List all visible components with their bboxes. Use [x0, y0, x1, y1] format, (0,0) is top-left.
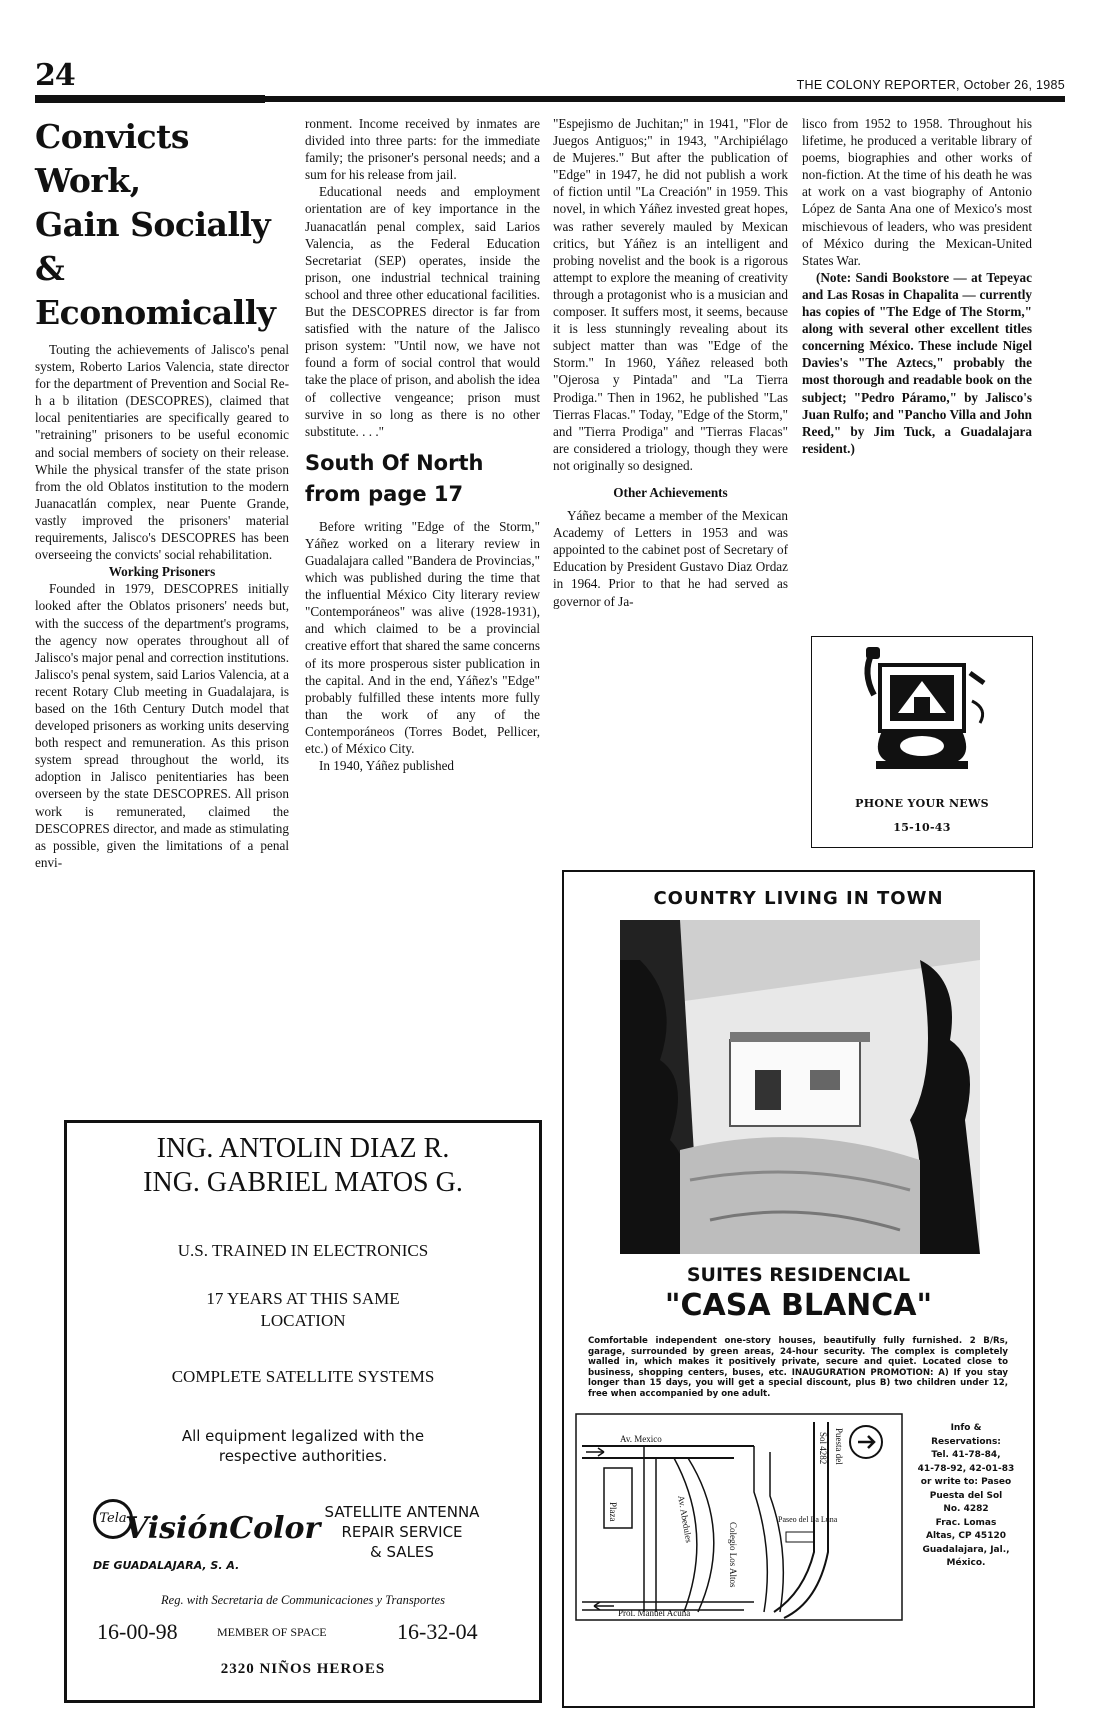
visioncolor-logo	[89, 1493, 321, 1583]
house-photo	[620, 920, 980, 1254]
info-line: Puesta del Sol	[929, 1490, 1003, 1501]
phone-number: 16-32-04	[397, 1619, 478, 1644]
casablanca-ad	[562, 870, 1035, 1708]
map-street-label: Av. Mexico	[620, 1434, 662, 1444]
info-line: or write to: Paseo	[920, 1477, 1012, 1487]
article-subhead: Other Achievements	[613, 484, 728, 500]
info-line: Reservations:	[931, 1436, 1001, 1447]
map-street-label: Sol 4282	[818, 1432, 828, 1465]
map-street-label: Av. Abedules	[676, 1494, 695, 1544]
ad-brand-name: "CASA BLANCA"	[664, 1288, 933, 1323]
map-street-label: Plaza	[608, 1502, 618, 1522]
map-street-label: Prol. Manuel Acuña	[618, 1608, 691, 1618]
article-paragraph: Before writing "Edge of the Storm," Yáñez worked on a literary review in Guadalajara called "Bandera de Provincias," which was published during the time that the influential México City literary review "Contemporáneos" was alive (1928-1931), and which claimed to be a provincial creative effort that shared the same concerns of its more prosperous sister publication in the capital. And in the end, Yáñez's "Edge" probably fulfilled these intents more fully than the work of any of the Contemporáneos (Torres Bodet, Pellicer, etc.) of México City.	[305, 518, 540, 756]
phone-row	[67, 1619, 539, 1649]
logo-subtitle: DE GUADALAJARA, S. A.	[93, 1559, 240, 1572]
tela-badge: Tela	[93, 1499, 133, 1539]
bookstore-note: (Note: Sandi Bookstore — at Tepeyac and Las Rosas in Chapalita — currently has copies of "The Edge of The Storm," along with several other excellent titles concerning México. These include Nigel Davies's "The Aztecs," probably the most thorough and readable book on the subject; "Pedro Páramo," by Jalisco's Juan Rulfo; and "Pancho Villa and John Reed," by Jim Tuck, a Guadalajara resident.)	[802, 269, 1032, 456]
engineer-name: ING. GABRIEL MATOS G.	[143, 1167, 463, 1198]
service-line: REPAIR SERVICE	[341, 1523, 463, 1541]
article-paragraph: Educational needs and employment orientation are of key importance in the Juanacatlán penal complex, said Larios Valencia, as the Federal Education Secretariat (SEP) operates, inside the prison, one industrial technical training school and three other educational facilities. But the DESCOPRES director is far from satisfied with the nature of the Jalisco prison system: "Until now, we have not found a form of social control that would take the place of prison, and abolish the idea of collective vengeance; prison must survive in so long as there is no other substitute. . . ."	[305, 184, 540, 439]
column-1	[35, 115, 289, 871]
article-headline	[35, 115, 289, 335]
article-paragraph: Yáñez became a member of the Mexican Academy of Letters in 1953 and was appointed to the cabinet post of Secretary of Education by President Gustavo Diaz Ordaz in 1964. Prior to that he had served as governor of Ja-	[553, 508, 788, 609]
ad-body: Comfortable independent one-story houses, beautifully fully furnished. 2 B/Rs, garage, surrounded by green areas, 24-hour security. The complex is completely walled in, which makes it positively private, secure and quiet. Located close to business, shopping centers, buses, etc. INAUGURATION PROMOTION: A) If you stay longer than 15 days, you will get a special discount, plus B) two children under 12, free when accompanied by one adult.	[588, 1336, 1008, 1399]
info-line: Frac. Lomas	[935, 1517, 997, 1528]
house-image	[620, 920, 980, 1254]
info-line: 41-78-92, 42-01-83	[917, 1463, 1015, 1474]
column-4	[802, 115, 1032, 457]
article-paragraph: Touting the achievements of Jalisco's penal system, Roberto Larios Valencia, state director for the department of Prevention and Social Re-h a b ilitation (DESCOPRES), claimed that local penitentiaries are specifically geared to "retraining" prisoners to be useful economic and social members of society on their release. While the physical transfer of the state prison from the old Oblatos institution to the modern Juanacatlán complex, near Puente Grande, vastly improved the prisoners' material requirements, Jalisco's DESCOPRES has been overseeing the convicts' social rehabilitation.	[35, 342, 289, 563]
map-street-label: Puesta del	[834, 1428, 844, 1465]
masthead-rule-heavy	[35, 95, 265, 103]
ad-line: All equipment legalized with the	[181, 1427, 425, 1445]
article-paragraph: lisco from 1952 to 1958. Throughout his lifetime, he produced a veritable library of poems, biographies and other works of non-fiction. At the time of his death he was at work on a vast biography of Antonio López de Santa Ana one of Mexico's most mischievous of leaders, who was president of México during the Mexican-United States War.	[802, 116, 1032, 268]
ad-line: COMPLETE SATELLITE SYSTEMS	[171, 1367, 435, 1386]
phone-news-number: 15-10-43	[893, 821, 951, 834]
headline-line: Gain Socially	[35, 205, 271, 244]
info-line: Info &	[950, 1423, 982, 1433]
info-line: Altas, CP 45120	[926, 1531, 1006, 1541]
logo-wordmark: VisiónColor	[125, 1511, 321, 1546]
column-2	[305, 115, 540, 774]
ad-tagline: COUNTRY LIVING IN TOWN	[653, 888, 944, 909]
info-line: Guadalajara, Jal.,	[922, 1544, 1010, 1555]
engineer-name: ING. ANTOLIN DIAZ R.	[156, 1133, 450, 1164]
headline-line: South Of North	[305, 450, 484, 475]
headline-line: & Economically	[35, 249, 276, 332]
map-street-label: Colegio Los Altos	[728, 1522, 738, 1588]
page-number: 24	[35, 58, 75, 93]
phone-news-box	[811, 636, 1033, 848]
info-line: No. 4282	[943, 1504, 989, 1514]
info-line: Tel. 41-78-84,	[931, 1450, 1001, 1460]
ad-line: LOCATION	[260, 1311, 346, 1330]
service-line: SATELLITE ANTENNA	[324, 1503, 480, 1521]
location-map	[574, 1412, 904, 1622]
continued-headline	[305, 448, 540, 510]
registration-line: Reg. with Secretaria de Communicaciones y Transportes	[161, 1593, 445, 1607]
article-subhead: Working Prisoners	[108, 564, 216, 580]
column-3	[553, 115, 788, 610]
ad-line: U.S. TRAINED IN ELECTRONICS	[177, 1241, 429, 1260]
headline-line: from page 17	[305, 481, 464, 506]
service-line: & SALES	[370, 1543, 434, 1561]
phone-news-label: PHONE YOUR NEWS	[855, 797, 989, 810]
headline-line: Convicts Work,	[35, 117, 189, 200]
member-label: MEMBER OF SPACE	[217, 1625, 327, 1639]
phone-number: 16-00-98	[97, 1619, 178, 1644]
article-paragraph: Founded in 1979, DESCOPRES initially looked after the Oblatos prisoners' needs but, with the success of the department's programs, the agency now operates throughout all of Jalisco's major penal and correction institutions. Jalisco's penal system, said Larios Valencia, at a recent Rotary Club meeting in Guadalajara, is based on the 16th Century Dutch model that developed prisoners as working units deserving both respect and remuneration. As this prison system spread throughout the world, its adoption in Jalisco penitentiaries has been overseen by the state DESCOPRES. All prison work is remunerated, claimed the DESCOPRES director, and made as stimulating as possible, given the limitations of a penal envi-	[35, 581, 289, 870]
reservation-info	[900, 1422, 1032, 1571]
telephone-icon	[852, 643, 992, 778]
map-street-label: Paseo del La Luna	[778, 1515, 838, 1524]
ad-line: 17 YEARS AT THIS SAME	[206, 1289, 400, 1308]
visioncolor-ad	[64, 1120, 542, 1703]
masthead	[35, 58, 1065, 106]
paper-dateline: THE COLONY REPORTER, October 26, 1985	[796, 78, 1065, 92]
article-paragraph: ronment. Income received by inmates are divided into three parts: for the immediate family; the prisoner's personal needs; and a sum for his release from jail.	[305, 116, 540, 183]
ad-subtitle: SUITES RESIDENCIAL	[686, 1264, 911, 1286]
article-paragraph: In 1940, Yáñez published	[319, 758, 455, 774]
article-paragraph: "Espejismo de Juchitan;" in 1941, "Flor de Juegos Antiguos;" in 1943, "Archipiélago de Mujeres." But after the publication of "Edge" in 1947, he did not publish a work of fiction until "La Creación" in 1959. This novel, in which Yáñez invested great hopes, was rather severely mauled by Mexican critics, but Yáñez is an intelligent and probing novelist and the book is a rigorous attempt to explore the meaning of creativity through a protagonist who is a musician and composer. It suffers most, it seems, because it is less stunningly revealing about its subject matter than was "Edge of the Storm." In 1960, Yáñez released both "Ojerosa y Pintada" and "La Tierra Prodiga." Then in 1962, he published "Las Tierras Flacas." Today, "Edge of the Storm," and "Tierra Prodiga" and "Tierras Flacas" are considered a triology, though they were not originally so designed.	[553, 116, 788, 473]
address-line: 2320 NIÑOS HEROES	[220, 1661, 386, 1677]
info-line: México.	[946, 1558, 986, 1568]
ad-line: respective authorities.	[218, 1447, 388, 1465]
